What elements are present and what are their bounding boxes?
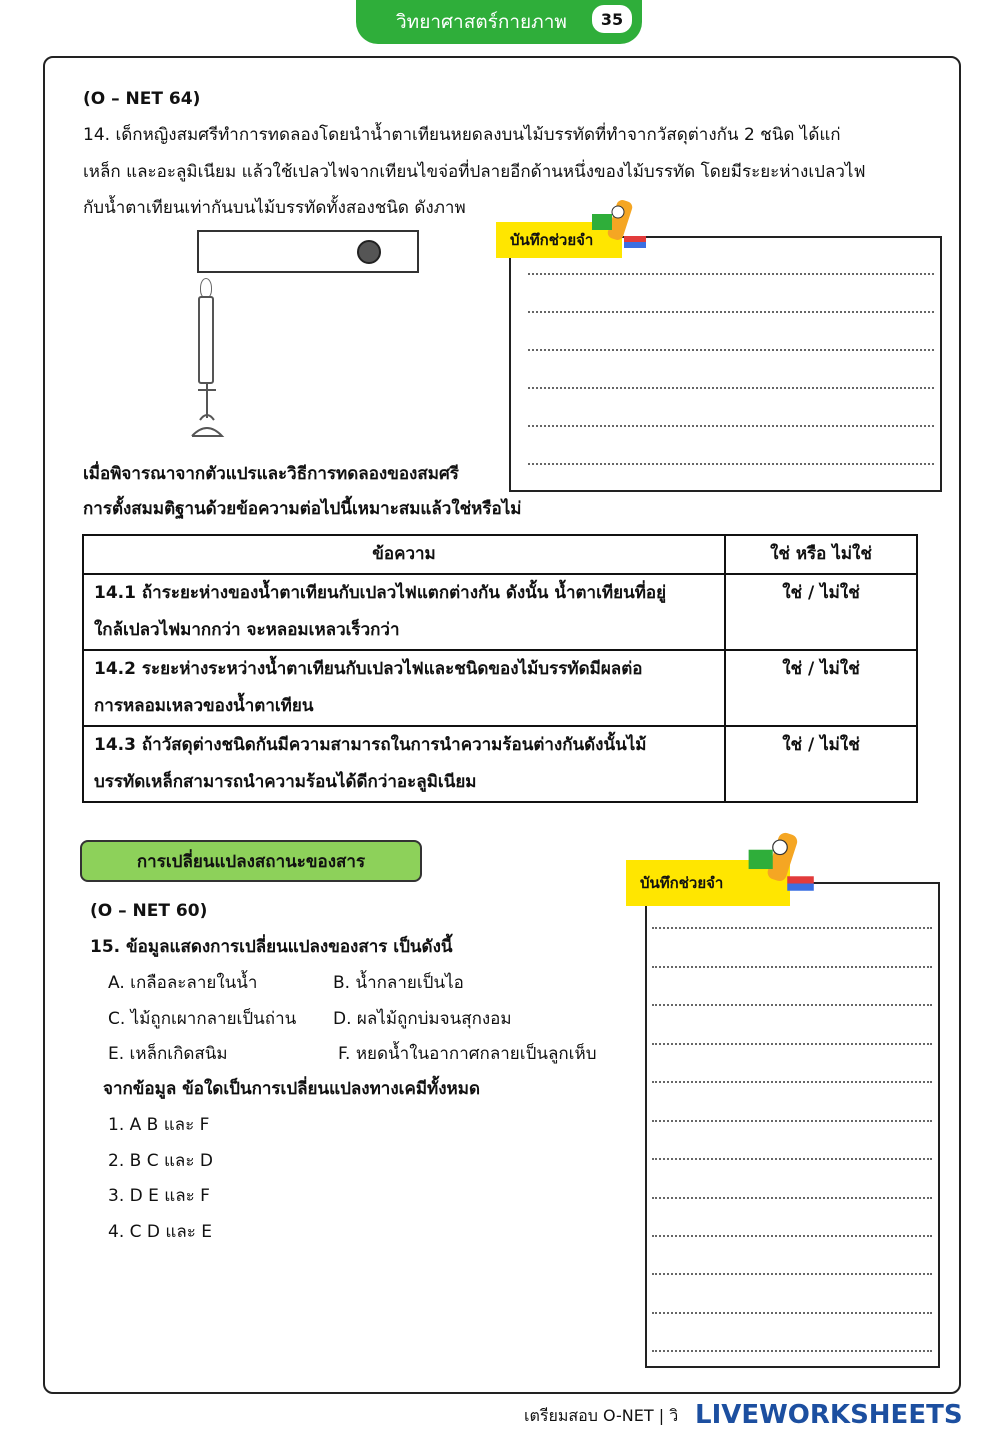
q15-question: 15. ข้อมูลแสดงการเปลี่ยนแปลงของสาร เป็นดังนี้: [90, 937, 453, 957]
note-line: [652, 1043, 932, 1045]
q15-item-f: F. หยดน้ำในอากาศกลายเป็นลูกเห็บ: [338, 1044, 597, 1064]
table-row: [83, 574, 917, 650]
q14-text-line: เหล็ก และอะลูมิเนียม แล้วใช้เปลวไฟจากเทียนไขจ่อที่ปลายอีกด้านหนึ่งของไม้บรรทัด โดยมีระยะห่างเปลวไฟ: [83, 162, 866, 182]
col-statement-header: ข้อความ: [83, 535, 725, 574]
candle-holder-icon: [186, 380, 228, 440]
statement-cell: [83, 574, 725, 650]
q15-prompt: จากข้อมูล ข้อใดเป็นการเปลี่ยนแปลงทางเคมีทั้งหมด: [103, 1079, 481, 1099]
statement-line: 14.2 ระยะห่างระหว่างน้ำตาเทียนกับเปลวไฟและชนิดของไม้บรรทัดมีผลต่อ: [94, 659, 643, 679]
note-line: [528, 349, 934, 351]
answer-choice[interactable]: ใช่ / ไม่ใช่: [725, 726, 917, 802]
q15-item-c: C. ไม้ถูกเผากลายเป็นถ่าน: [108, 1009, 297, 1029]
q15-source: (O – NET 60): [90, 901, 208, 921]
q14-source: (O – NET 64): [83, 89, 201, 109]
q15-item-d: D. ผลไม้ถูกบ่มจนสุกงอม: [333, 1009, 512, 1029]
table-row: [83, 650, 917, 726]
header-tab: [356, 0, 642, 44]
note-line: [528, 387, 934, 389]
q15-option[interactable]: 1. A B และ F: [108, 1115, 210, 1135]
note-line: [652, 1004, 932, 1006]
statement-line: 14.3 ถ้าวัสดุต่างชนิดกันมีความสามารถในการนำความร้อนต่างกันดังนั้นไม้: [94, 735, 647, 755]
note-line: [528, 463, 934, 465]
note-line: [652, 927, 932, 929]
note-line: [652, 1235, 932, 1237]
hypothesis-table: [82, 534, 918, 803]
note-line: [652, 1273, 932, 1275]
statement-line: 14.1 ถ้าระยะห่างของน้ำตาเทียนกับเปลวไฟแตกต่างกัน ดังนั้น น้ำตาเทียนที่อยู่: [94, 583, 667, 603]
q14-after-line: การตั้งสมมติฐานด้วยข้อความต่อไปนี้เหมาะสมแล้วใช่หรือไม่: [83, 499, 522, 519]
q15-item-b: B. น้ำกลายเป็นไอ: [333, 973, 464, 993]
header-title: วิทยาศาสตร์กายภาพ: [396, 11, 567, 33]
answer-choice[interactable]: ใช่ / ไม่ใช่: [725, 650, 917, 726]
table-row: [83, 726, 917, 802]
flame-icon: [200, 278, 212, 298]
note-line: [652, 1312, 932, 1314]
q15-option[interactable]: 4. C D และ E: [108, 1222, 213, 1242]
q14-text-line: กับน้ำตาเทียนเท่ากันบนไม้บรรทัดทั้งสองชนิด ดังภาพ: [83, 198, 466, 218]
note-line: [652, 1350, 932, 1352]
answer-choice[interactable]: ใช่ / ไม่ใช่: [725, 574, 917, 650]
note-box[interactable]: [645, 882, 940, 1368]
pencil-mascot-icon: [588, 196, 648, 254]
statement-cell: [83, 726, 725, 802]
note-line: [652, 1197, 932, 1199]
statement-line: ใกล้เปลวไฟมากกว่า จะหลอมเหลวเร็วกว่า: [94, 620, 400, 640]
note-line: [528, 311, 934, 313]
pencil-mascot-icon: [743, 828, 817, 898]
q15-item-e: E. เหล็กเกิดสนิม: [108, 1044, 228, 1064]
statement-line: การหลอมเหลวของน้ำตาเทียน: [94, 696, 314, 716]
ruler-illustration: [197, 230, 419, 273]
table-header-row: [83, 535, 917, 574]
q14-text-line: 14. เด็กหญิงสมศรีทำการทดลองโดยนำน้ำตาเทียนหยดลงบนไม้บรรทัดที่ทำจากวัสดุต่างกัน 2 ชนิด ได้แก่: [83, 125, 841, 145]
statement-line: บรรทัดเหล็กสามารถนำความร้อนได้ดีกว่าอะลูมิเนียม: [94, 772, 477, 792]
footer-text: เตรียมสอบ O-NET | วิ: [524, 1406, 679, 1425]
liveworksheets-watermark: LIVEWORKSHEETS: [695, 1400, 963, 1430]
note-line: [652, 966, 932, 968]
note-label: บันทึกช่วยจำ: [496, 222, 622, 258]
note-line: [652, 1120, 932, 1122]
q15-item-a: A. เกลือละลายในน้ำ: [108, 973, 258, 993]
q14-after-line: เมื่อพิจารณาจากตัวแปรและวิธีการทดลองของสมศรี: [83, 464, 459, 484]
q15-option[interactable]: 3. D E และ F: [108, 1186, 210, 1206]
col-answer-header: ใช่ หรือ ไม่ใช่: [725, 535, 917, 574]
note-label: บันทึกช่วยจำ: [626, 860, 790, 906]
section-title: การเปลี่ยนแปลงสถานะของสาร: [80, 840, 422, 882]
q15-option[interactable]: 2. B C และ D: [108, 1151, 213, 1171]
note-line: [652, 1081, 932, 1083]
wax-drop: [357, 240, 381, 264]
note-line: [528, 273, 934, 275]
page-number: 35: [592, 5, 632, 33]
candle-illustration: [198, 296, 214, 384]
note-line: [652, 1158, 932, 1160]
note-line: [528, 425, 934, 427]
statement-cell: [83, 650, 725, 726]
